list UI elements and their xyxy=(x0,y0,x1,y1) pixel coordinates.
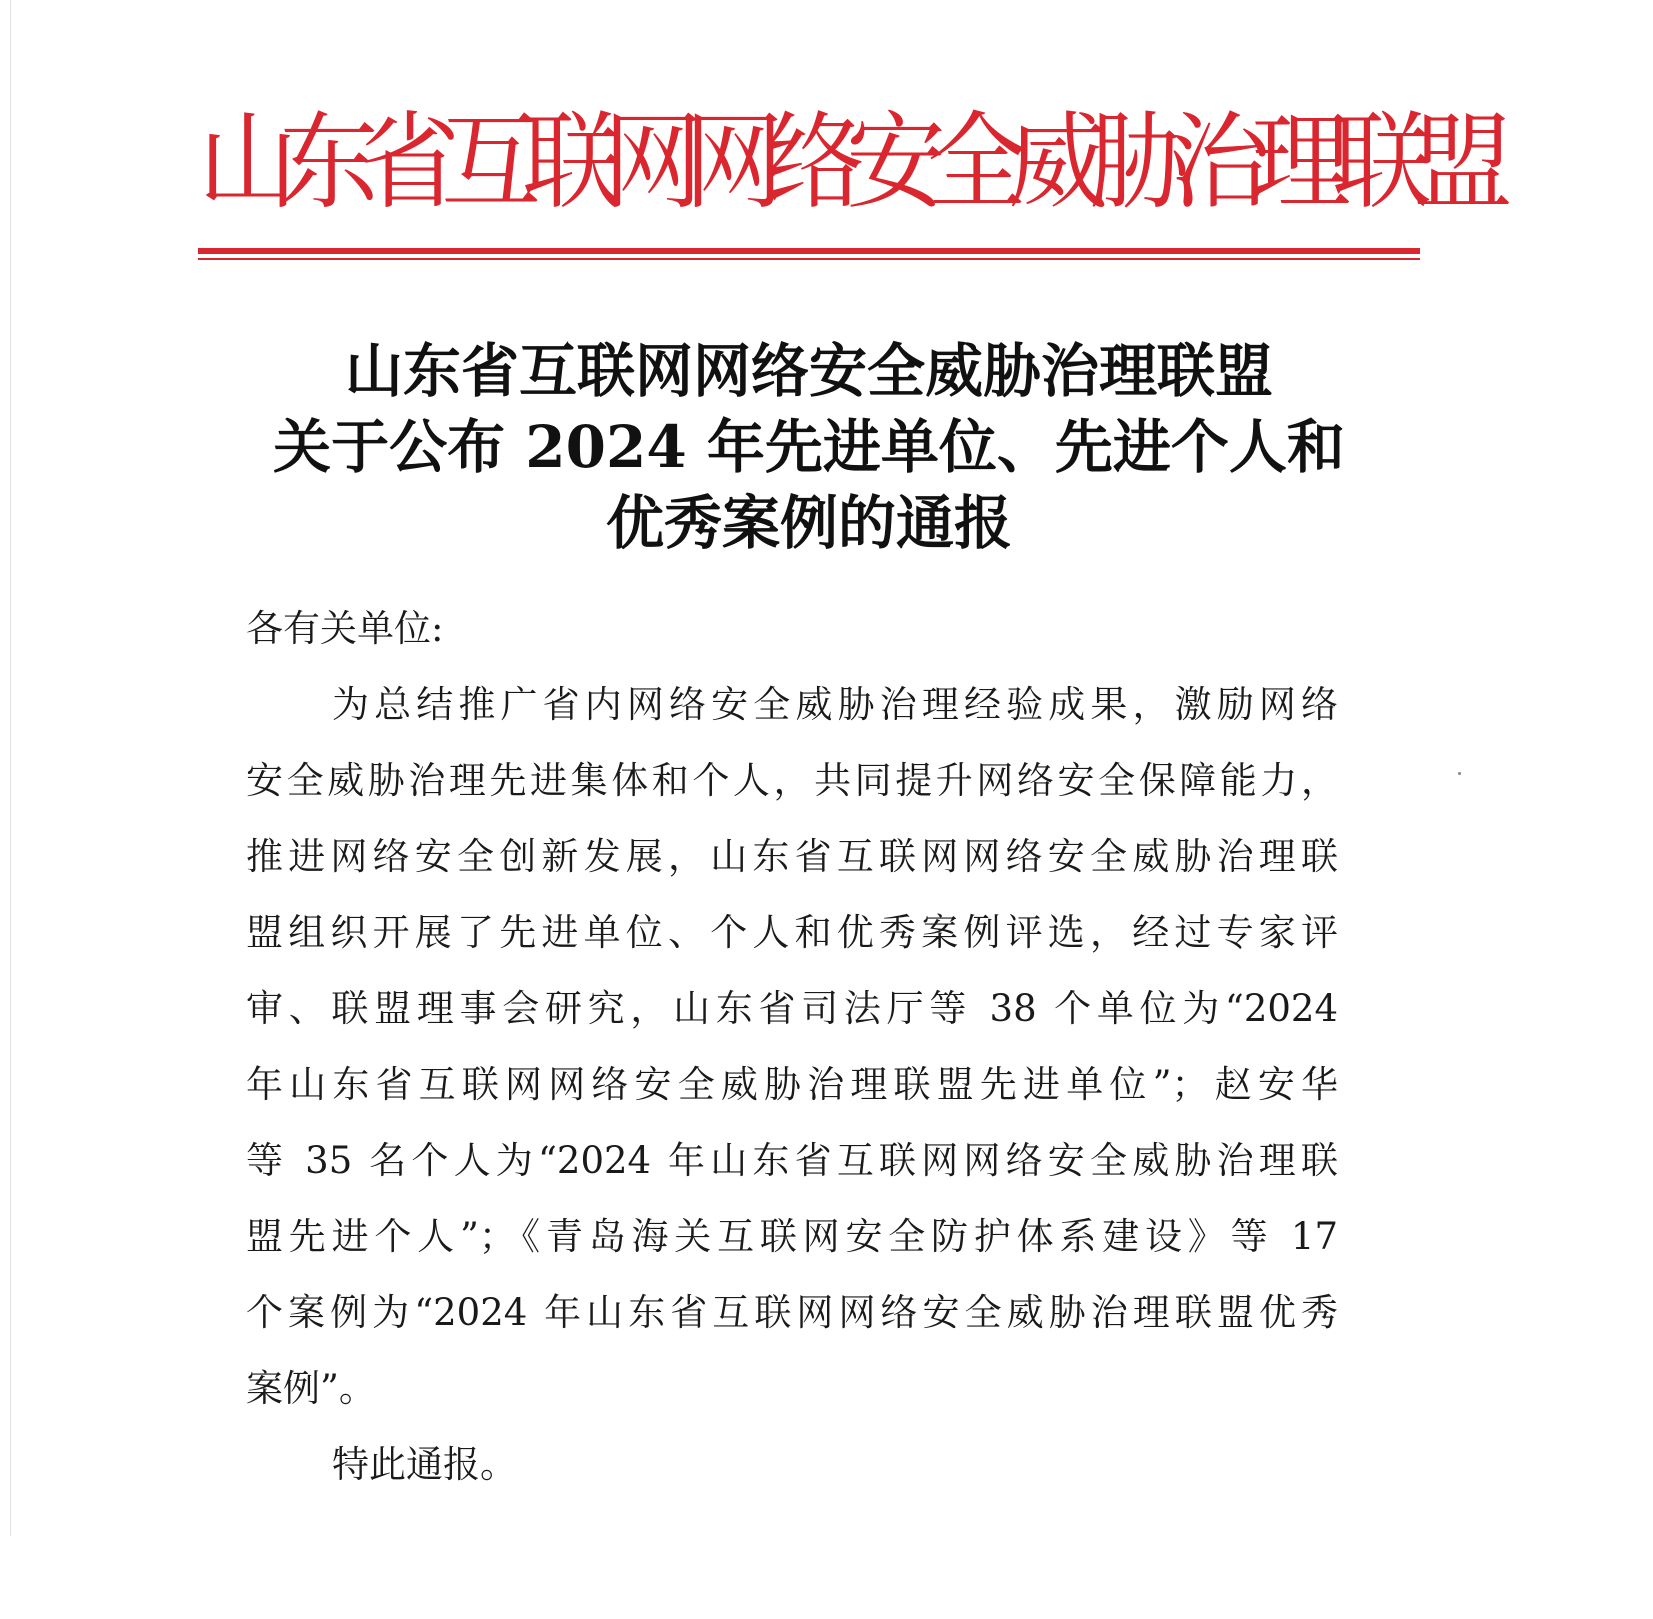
paragraph-line: 案例”。 xyxy=(246,1367,376,1410)
paragraph-line: 为总结推广省内网络安全威胁治理经验成果，激励网络 xyxy=(332,683,1338,726)
masthead-char: 网 xyxy=(684,101,784,224)
masthead-rule-thick xyxy=(198,248,1420,254)
masthead-char: 胁 xyxy=(1089,101,1189,224)
paragraph-line: 等 35 名个人为“2024 年山东省互联网网络安全威胁治理联 xyxy=(246,1139,1338,1182)
paragraph-line: 安全威胁治理先进集体和个人，共同提升网络安全保障能力， xyxy=(246,759,1338,802)
masthead-char: 联 xyxy=(1332,101,1432,224)
masthead-char: 互 xyxy=(441,101,541,224)
paragraph-line: 年山东省互联网网络安全威胁治理联盟先进单位”；赵安华 xyxy=(246,1063,1338,1106)
masthead-char: 理 xyxy=(1251,101,1351,224)
masthead-char: 山 xyxy=(198,101,298,224)
masthead-char: 全 xyxy=(927,101,1027,224)
paragraph-line: 盟组织开展了先进单位、个人和优秀案例评选，经过专家评 xyxy=(246,911,1338,954)
salutation: 各有关单位: xyxy=(246,607,444,650)
red-masthead xyxy=(198,97,1513,228)
masthead-char: 络 xyxy=(765,101,865,224)
closing-line: 特此通报。 xyxy=(332,1443,517,1486)
paragraph-line: 审、联盟理事会研究，山东省司法厅等 38 个单位为“2024 xyxy=(246,987,1338,1030)
scan-edge-line xyxy=(10,0,11,1536)
paragraph-line: 推进网络安全创新发展，山东省互联网网络安全威胁治理联 xyxy=(246,835,1338,878)
title-line-3: 优秀案例的通报 xyxy=(605,489,1012,557)
document-body xyxy=(246,591,1346,1503)
title-line-1: 山东省互联网网络安全威胁治理联盟 xyxy=(344,337,1273,405)
paragraph-line: 个案例为“2024 年山东省互联网网络安全威胁治理联盟优秀 xyxy=(246,1291,1338,1334)
paragraph-line: 盟先进个人”；《青岛海关互联网安全防护体系建设》等 17 xyxy=(246,1215,1338,1258)
masthead-char: 威 xyxy=(1008,101,1108,224)
masthead-char: 东 xyxy=(279,101,379,224)
masthead-rule-thin xyxy=(198,258,1420,260)
masthead-char: 治 xyxy=(1170,101,1270,224)
title-line-2: 关于公布 2024 年先进单位、先进个人和 xyxy=(273,413,1345,481)
scan-speck xyxy=(1458,772,1461,775)
document-title xyxy=(198,333,1420,561)
masthead-char: 盟 xyxy=(1413,101,1513,224)
masthead-char: 网 xyxy=(603,101,703,224)
masthead-char: 省 xyxy=(360,101,460,224)
masthead-char: 安 xyxy=(846,101,946,224)
masthead-char: 联 xyxy=(522,101,622,224)
